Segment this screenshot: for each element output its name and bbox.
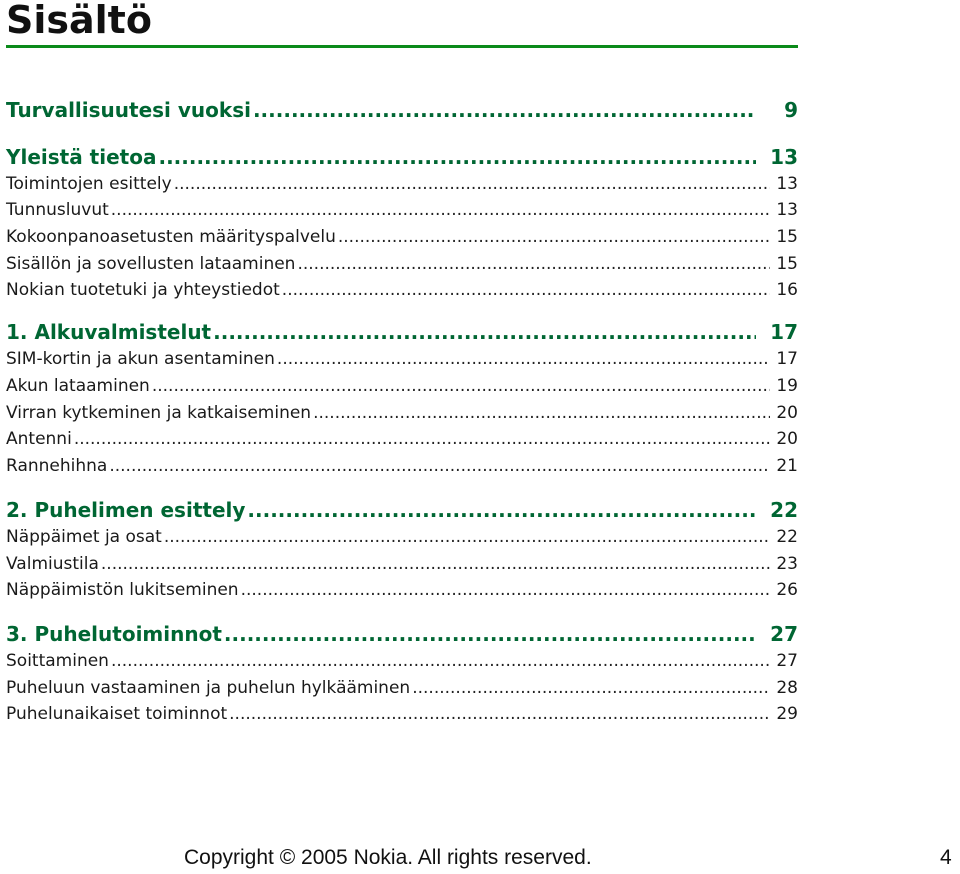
toc-section-entry[interactable] <box>6 704 798 724</box>
toc-entry-label: Valmiustila <box>6 554 99 574</box>
toc-entry-page: 16 <box>776 280 798 300</box>
toc-entry-label: 3. Puhelutoiminnot <box>6 622 222 646</box>
toc-entry-page: 26 <box>776 580 798 600</box>
toc-entry-label: Akun lataaminen <box>6 376 150 396</box>
toc-entry-page: 17 <box>770 320 798 344</box>
toc-entry-page: 13 <box>776 174 798 194</box>
toc-section-entry[interactable] <box>6 200 798 220</box>
toc-entry-label: Puhelunaikaiset toiminnot <box>6 704 228 724</box>
toc-entry-page: 27 <box>770 622 798 646</box>
toc-chapter-entry[interactable] <box>6 498 798 522</box>
toc-section-entry[interactable] <box>6 678 798 698</box>
toc-chapter-entry[interactable] <box>6 622 798 646</box>
toc-dot-leader <box>101 554 770 574</box>
toc-entry-label: Tunnusluvut <box>6 200 109 220</box>
toc-entry-page: 15 <box>776 227 798 247</box>
title-rule <box>6 45 798 48</box>
toc-entry-page: 13 <box>776 200 798 220</box>
toc-section-entry[interactable] <box>6 554 798 574</box>
toc-entry-label: Näppäimet ja osat <box>6 527 162 547</box>
toc-section-entry[interactable] <box>6 580 798 600</box>
page-title: Sisältö <box>6 0 152 42</box>
toc-entry-label: Toimintojen esittely <box>6 174 172 194</box>
toc-section-entry[interactable] <box>6 376 798 396</box>
toc-entry-label: Rannehihna <box>6 456 108 476</box>
toc-section-entry[interactable] <box>6 227 798 247</box>
toc-section-entry[interactable] <box>6 349 798 369</box>
footer-page-number: 4 <box>940 846 952 869</box>
toc-entry-label: Yleistä tietoa <box>6 145 157 169</box>
toc-entry-page: 29 <box>776 704 798 724</box>
toc-entry-page: 13 <box>770 145 798 169</box>
toc-dot-leader <box>164 527 770 547</box>
toc-dot-leader <box>313 403 770 423</box>
toc-dot-leader <box>109 456 770 476</box>
toc-entry-page: 27 <box>776 651 798 671</box>
toc-entry-page: 22 <box>770 498 798 522</box>
toc-dot-leader <box>111 651 770 671</box>
toc-entry-label: 1. Alkuvalmistelut <box>6 320 212 344</box>
toc-dot-leader <box>158 145 756 169</box>
footer-copyright: Copyright © 2005 Nokia. All rights reserved. <box>184 846 592 869</box>
toc-entry-label: 2. Puhelimen esittely <box>6 498 246 522</box>
toc-dot-leader <box>297 254 770 274</box>
toc-entry-label: Näppäimistön lukitseminen <box>6 580 239 600</box>
toc-section-entry[interactable] <box>6 651 798 671</box>
toc-dot-leader <box>282 280 770 300</box>
toc-dot-leader <box>74 429 770 449</box>
toc-entry-page: 17 <box>776 349 798 369</box>
toc-entry-page: 9 <box>784 98 798 122</box>
toc-section-entry[interactable] <box>6 254 798 274</box>
toc-entry-label: Puheluun vastaaminen ja puhelun hylkääminen <box>6 678 411 698</box>
toc-entry-label: SIM-kortin ja akun asentaminen <box>6 349 275 369</box>
toc-dot-leader <box>277 349 770 369</box>
toc-entry-page: 20 <box>776 403 798 423</box>
toc-dot-leader <box>253 98 756 122</box>
toc-dot-leader <box>174 174 770 194</box>
toc-entry-page: 23 <box>776 554 798 574</box>
toc-entry-label: Sisällön ja sovellusten lataaminen <box>6 254 296 274</box>
toc-dot-leader <box>229 704 770 724</box>
toc-entry-label: Virran kytkeminen ja katkaiseminen <box>6 403 312 423</box>
toc-entry-label: Kokoonpanoasetusten määrityspalvelu <box>6 227 336 247</box>
toc-section-entry[interactable] <box>6 456 798 476</box>
toc-chapter-entry[interactable] <box>6 98 798 122</box>
toc-chapter-entry[interactable] <box>6 145 798 169</box>
toc-section-entry[interactable] <box>6 280 798 300</box>
toc-dot-leader <box>213 320 756 344</box>
toc-dot-leader <box>111 200 770 220</box>
toc-dot-leader <box>338 227 770 247</box>
toc-section-entry[interactable] <box>6 174 798 194</box>
toc-entry-page: 19 <box>776 376 798 396</box>
toc-entry-label: Nokian tuotetuki ja yhteystiedot <box>6 280 280 300</box>
toc-section-entry[interactable] <box>6 429 798 449</box>
toc-section-entry[interactable] <box>6 527 798 547</box>
toc-entry-page: 28 <box>776 678 798 698</box>
toc-entry-page: 20 <box>776 429 798 449</box>
toc-dot-leader <box>247 498 756 522</box>
toc-chapter-entry[interactable] <box>6 320 798 344</box>
toc-entry-page: 15 <box>776 254 798 274</box>
toc-entry-label: Soittaminen <box>6 651 109 671</box>
toc-entry-label: Turvallisuutesi vuoksi <box>6 98 251 122</box>
toc-dot-leader <box>224 622 756 646</box>
toc-entry-page: 22 <box>776 527 798 547</box>
toc-entry-page: 21 <box>776 456 798 476</box>
toc-dot-leader <box>241 580 770 600</box>
toc-entry-label: Antenni <box>6 429 72 449</box>
toc-section-entry[interactable] <box>6 403 798 423</box>
toc-dot-leader <box>412 678 770 698</box>
toc-dot-leader <box>152 376 770 396</box>
